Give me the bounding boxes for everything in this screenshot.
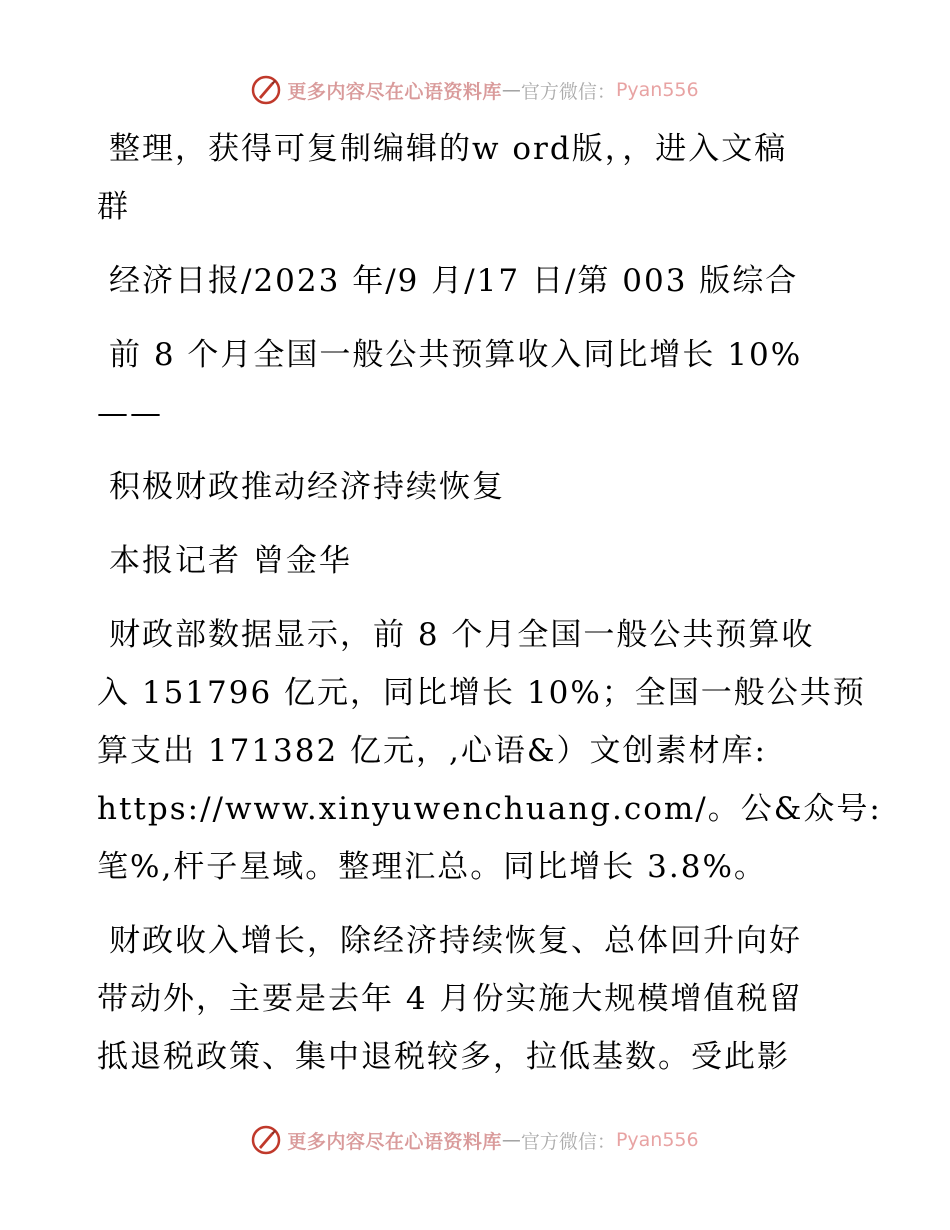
- watermark-dash: —: [501, 1129, 521, 1151]
- paragraph: [97, 458, 857, 516]
- text-line: https://www.xinyuwenchuang.com/。公&众号:: [97, 791, 882, 827]
- watermark-sub-text: 官方微信：: [520, 1130, 616, 1153]
- watermark-dash: —: [501, 79, 521, 101]
- text-line: 笔%,杆子星域。整理汇总。同比增长 3.8%。: [97, 849, 767, 885]
- text-line: 积极财政推动经济持续恢复: [109, 469, 505, 505]
- text-line: 群: [97, 189, 130, 225]
- watermark-main-text: 更多内容尽在心语资料库: [287, 1130, 502, 1153]
- text-line: 财政部数据显示，前 8 个月全国一般公共预算收: [109, 617, 815, 653]
- paragraph: [97, 912, 857, 1086]
- document-body: [97, 120, 882, 1086]
- paragraph: [97, 606, 882, 896]
- text-line: 算支出 171382 亿元，,心语&）文创素材库:: [97, 733, 767, 769]
- watermark-wechat-id: Pyan556: [615, 79, 699, 101]
- text-line: 前 8 个月全国一般公共预算收入同比增长 10%: [109, 337, 803, 373]
- paragraph: [97, 326, 857, 442]
- watermark-main-text: 更多内容尽在心语资料库: [287, 80, 502, 103]
- feather-pen-logo-icon: [251, 1125, 281, 1155]
- watermark-sub-text: 官方微信：: [520, 80, 616, 103]
- text-line: 入 151796 亿元，同比增长 10%；全国一般公共预: [97, 675, 866, 711]
- paragraph: [97, 252, 857, 310]
- text-line: 经济日报/2023 年/9 月/17 日/第 003 版综合: [109, 263, 799, 299]
- paragraph: [97, 120, 857, 236]
- text-line: ——: [97, 395, 163, 431]
- text-line: 抵退税政策、集中退税较多，拉低基数。受此影: [97, 1039, 790, 1075]
- text-line: 财政收入增长，除经济持续恢复、总体回升向好: [109, 923, 802, 959]
- watermark-wechat-id: Pyan556: [615, 1129, 699, 1151]
- text-line: 整理，获得可复制编辑的w ord版，，进入文稿: [109, 131, 788, 167]
- text-line: 本报记者 曾金华: [109, 543, 352, 579]
- feather-pen-logo-icon: [251, 75, 281, 105]
- paragraph: [97, 532, 857, 590]
- watermark-footer: [0, 1120, 950, 1160]
- text-line: 带动外，主要是去年 4 月份实施大规模增值税留: [97, 981, 803, 1017]
- watermark-header: [0, 70, 950, 110]
